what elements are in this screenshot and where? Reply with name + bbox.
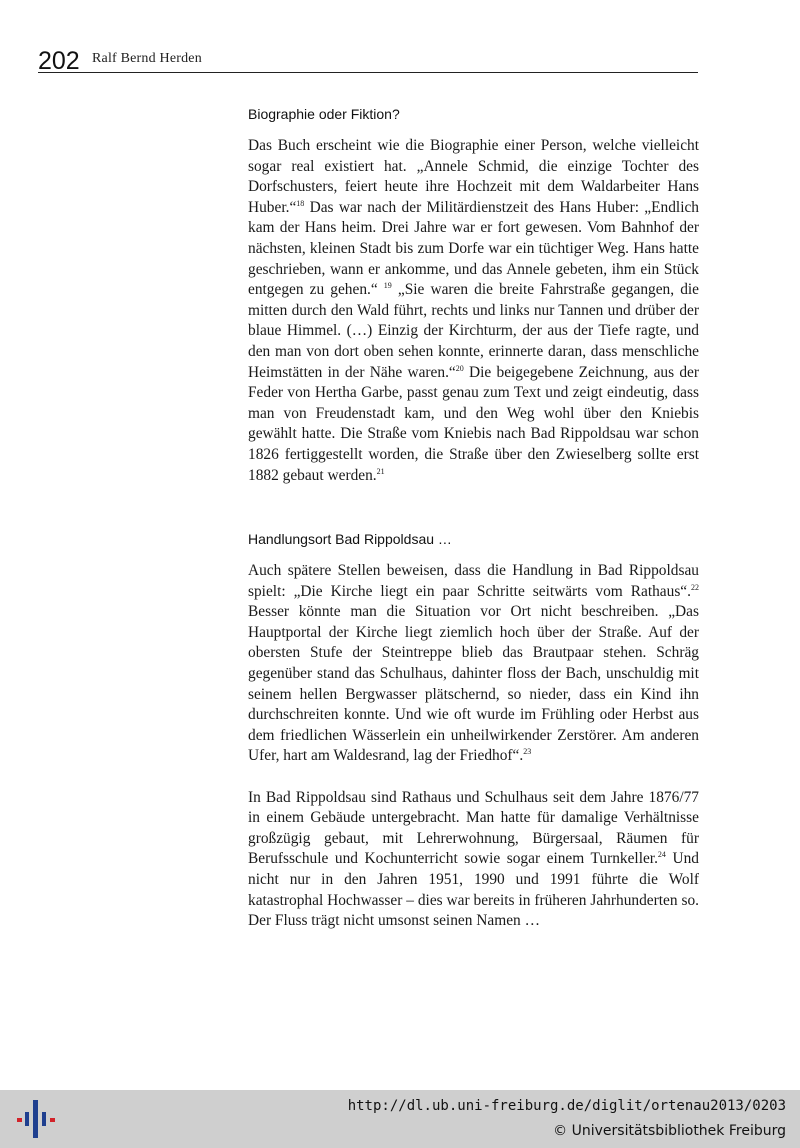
footnote-ref-19: 19: [383, 281, 392, 291]
paragraph-handlungsort-1: Auch spätere Stellen beweisen, dass die Handlung in Bad Rippoldsau spielt: „Die Kirche liegt ein paar Schritte seitwärts vom Rathaus“.$^{22}$ Besser könnte man die Situation vor Ort nicht beschreiben. „Das Hauptportal der Kirche liegt ziemlich hoch über der Straße. Auf der obersten Stufe der Steintreppe blieb das Brautpaar stehen. Schräg gegenüber stand das Schulhaus, dahinter floss der Bach, unschuldig mit seinem hellen Bergwasser plätschernd, so nieder, dass ein Kind ihn durchschreiten konnte. Und wie oft wurde im Frühling oder Herbst aus dem friedlichen Wässerlein ein unheilwirkender Zerstörer. Am anderen Ufer, hart am Waldesrand, lag der Friedhof“.$^{23}$: [248, 562, 699, 765]
footnote-ref-21: 21: [376, 466, 385, 476]
footnote-ref-20: 20: [455, 363, 464, 373]
section-heading-handlungsort: Handlungsort Bad Rippoldsau …: [248, 531, 452, 548]
footer-copyright: © Universitätsbibliothek Freiburg: [553, 1123, 786, 1139]
ub-freiburg-logo-icon: [14, 1098, 58, 1140]
running-head-author: Ralf Bernd Herden: [92, 51, 202, 66]
footnote-ref-23: 23: [523, 747, 532, 757]
footer-url-link[interactable]: http://dl.ub.uni-freiburg.de/diglit/ortenau2013/0203: [347, 1098, 786, 1114]
footnote-ref-18: 18: [296, 198, 305, 208]
section-heading-biographie: Biographie oder Fiktion?: [248, 106, 400, 122]
footer-bar: [0, 1090, 800, 1148]
article-body: [248, 104, 699, 932]
paragraph-handlungsort-2: In Bad Rippoldsau sind Rathaus und Schulhaus seit dem Jahre 1876/77 in einem Gebäude untergebracht. Man hatte für damalige Verhältnisse großzügig gebaut, mit Lehrerwohnung, Bürgersaal, Räumen für Berufsschule und Kochunterricht sowie sogar einem Turnkeller.$^{24}$ Und nicht nur in den Jahren 1951, 1990 und 1991 führte die Wolf katastrophal Hochwasser – dies war bereits in früheren Jahrhunderten so. Der Fluss trägt nicht umsonst seinen Namen …: [248, 788, 699, 930]
page-number: 202: [38, 47, 80, 75]
footnote-ref-22: 22: [691, 582, 699, 592]
running-head: [38, 48, 698, 73]
footnote-ref-24: 24: [657, 850, 666, 860]
paragraph-biographie: Das Buch erscheint wie die Biographie einer Person, welche vielleicht sogar real existiert hat. „Annele Schmid, die einzige Tochter des Dorfschusters, feiert heute ihre Hochzeit mit dem Waldarbeiter Hans Huber.“$^{18}$ Das war nach der Militärdienstzeit des Hans Huber: „Endlich kam der Hans heim. Drei Jahre war er fort gewesen. Vom Bahnhof der nächsten, kleinen Stadt bis zum Dorfe war ein tüchtiger Weg. Hans hatte geschrieben, wann er ankomme, und das Annele gebeten, ihm ein Stück entgegen zu gehen.“ $^{19}$ „Sie waren die breite Fahrstraße gegangen, die mitten durch den Wald führt, rechts und links nur Tannen und drüber der blaue Himmel. (…) Einzig der Kirchturm, der aus der Tiefe ragte, und den man von dort oben sehen konnte, erinnerte daran, dass menschliche Heimstätten in der Nähe waren.“$^{20}$ Die beigegebene Zeichnung, aus der Feder von Hertha Garbe, passt genau zum Text und zeigt eindeutig, dass man von Freudenstadt kam, und den Weg wohl über den Kniebis gewählt hatte. Die Straße vom Kniebis nach Bad Rippoldsau war schon 1826 fertiggestellt worden, die Straße über den Zwieselberg sollte erst 1882 gebaut werden.$^{21}$: [248, 137, 699, 484]
